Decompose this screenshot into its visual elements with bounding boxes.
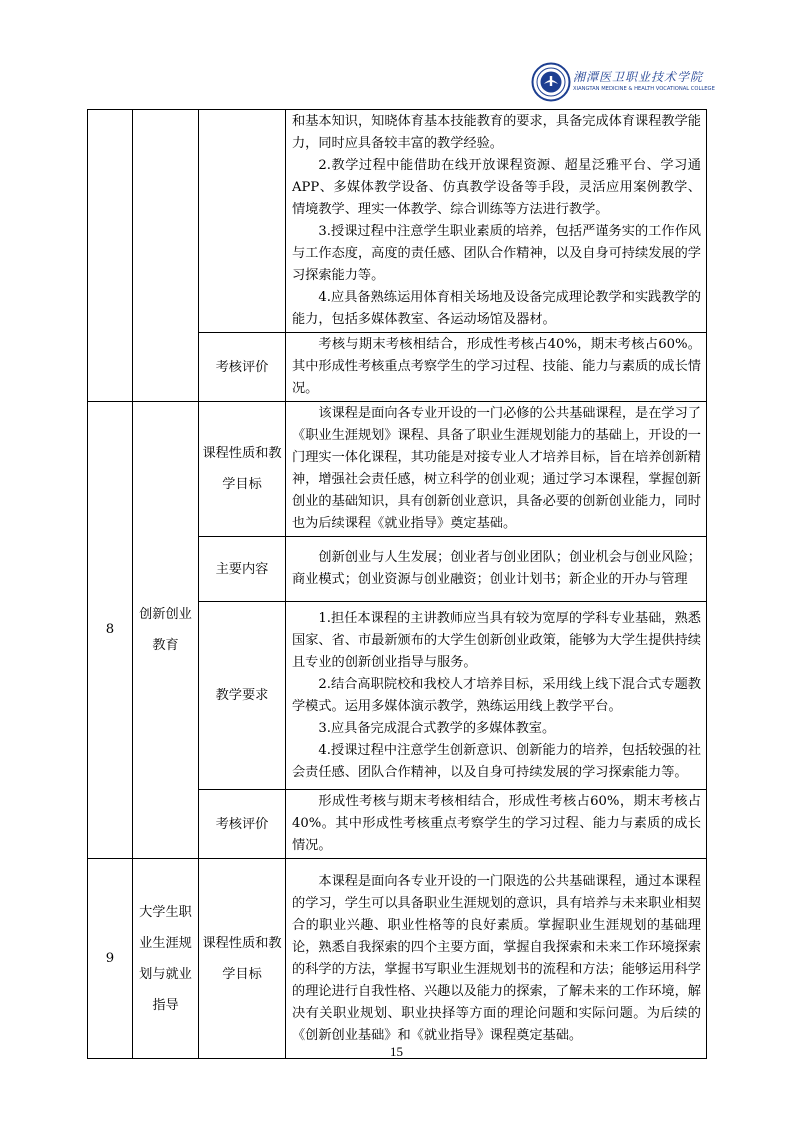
paragraph: 4.授课过程中注意学生创新意识、创新能力的培养，包括较强的社会责任感、团队合作精神，以及自身可持续发展的学习探索能力等。 [292,742,701,780]
course-name: 创新创业教育 [133,402,199,859]
course-name: 大学生职业生涯规划与就业指导 [133,859,199,1059]
course-number: 8 [88,402,133,859]
row-label: 考核评价 [199,333,286,402]
paragraph: 4.应具备熟练运用体育相关场地及设备完成理论教学和实践教学的能力，包括多媒体教室、各运动场馆及器材。 [292,290,701,327]
paragraph: 形成性考核与期末考核相结合，形成性考核占60%，期末考核占40%。其中形成性考核重点考察学生的学习过程、能力与素质的成长情况。 [292,794,701,853]
paragraph: 和基本知识，知晓体育基本技能教育的要求，具备完成体育课程教学能力，同时应具备较丰富的教学经验。 [292,114,701,151]
row-label: 主要内容 [199,537,286,602]
course-table [87,109,707,1059]
row-content [286,333,707,402]
row-content [286,402,707,537]
row-label-cell [199,110,286,333]
row-label: 教学要求 [199,602,286,790]
paragraph: 1.担任本课程的主讲教师应当具有较为宽厚的学科专业基础，熟悉国家、省、市最新颁布的大学生创新创业政策，能够为大学生提供持续且专业的创新创业指导与服务。 [292,610,701,670]
row-label: 课程性质和教学目标 [199,402,286,537]
paragraph: 考核与期末考核相结合，形成性考核占40%，期末考核占60%。其中形成性考核重点考察学生的学习过程、技能、能力与素质的成长情况。 [292,337,701,396]
course-number: 9 [88,859,133,1059]
teaching-requirements-cont [286,110,707,333]
college-name: 湘潭医卫职业技术学院 [573,70,704,84]
row-content [286,790,707,859]
paragraph: 3.授课过程中注意学生职业素质的培养，包括严谨务实的工作作风与工作态度，高度的责任感、团队合作精神，以及自身可持续发展的学习探索能力等。 [292,224,701,283]
row-content [286,602,707,790]
table-row [88,859,707,1059]
paragraph: 2.教学过程中能借助在线开放课程资源、超星泛雅平台、学习通APP、多媒体教学设备、仿真教学设备等手段，灵活应用案例教学、情境教学、理实一体教学、综合训练等方法进行教学。 [292,158,701,217]
paragraph: 创新创业与人生发展；创业者与创业团队；创业机会与创业风险；商业模式；创业资源与创业融资；创业计划书；新企业的开办与管理 [292,550,701,587]
course-number-cell [88,110,133,402]
row-label: 考核评价 [199,790,286,859]
row-label: 课程性质和教学目标 [199,859,286,1059]
paragraph: 本课程是面向各专业开设的一门限选的公共基础课程，通过本课程的学习，学生可以具备职业生涯规划的意识，具有培养与未来职业相契合的职业兴趣、职业性格等的良好素质。掌握职业生涯规划的基础理论，熟悉自我探索的四个主要方面，掌握自我探索和未来工作环境探索的科学的方法，掌握书写职业生涯规划书的流程和方法；能够运用科学的理论进行自我性格、兴趣以及能力的探索，了解未来的工作环境，解决有关职业规划、职业抉择等方面的理论问题和实际问题。为后续的《创新创业基础》和《就业指导》课程奠定基础。 [292,873,701,1043]
table-row [88,110,707,333]
row-content [286,537,707,602]
paragraph: 2.结合高职院校和我校人才培养目标，采用线上线下混合式专题教学模式。运用多媒体演示教学，熟练运用线上教学平台。 [292,676,701,714]
college-emblem-icon [531,62,571,102]
college-logo [531,62,715,106]
college-english-name: XIANGTAN MEDICINE & HEALTH VOCATIONAL COLLEGE [573,86,715,92]
course-name-cell [133,110,199,402]
paragraph: 3.应具备完成混合式教学的多媒体教室。 [318,720,556,736]
row-content [286,859,707,1059]
table-row [88,402,707,537]
page-number: 15 [390,1044,403,1059]
paragraph: 该课程是面向各专业开设的一门必修的公共基础课程，是在学习了《职业生涯规划》课程、具备了职业生涯规划能力的基础上，开设的一门理实一体化课程，其功能是对接专业人才培养目标，旨在培养创新精神，增强社会责任感，树立科学的创业观；通过学习本课程，掌握创新创业的基础知识，具有创新创业意识，具备必要的创新创业能力，同时也为后续课程《就业指导》奠定基础。 [292,406,701,531]
